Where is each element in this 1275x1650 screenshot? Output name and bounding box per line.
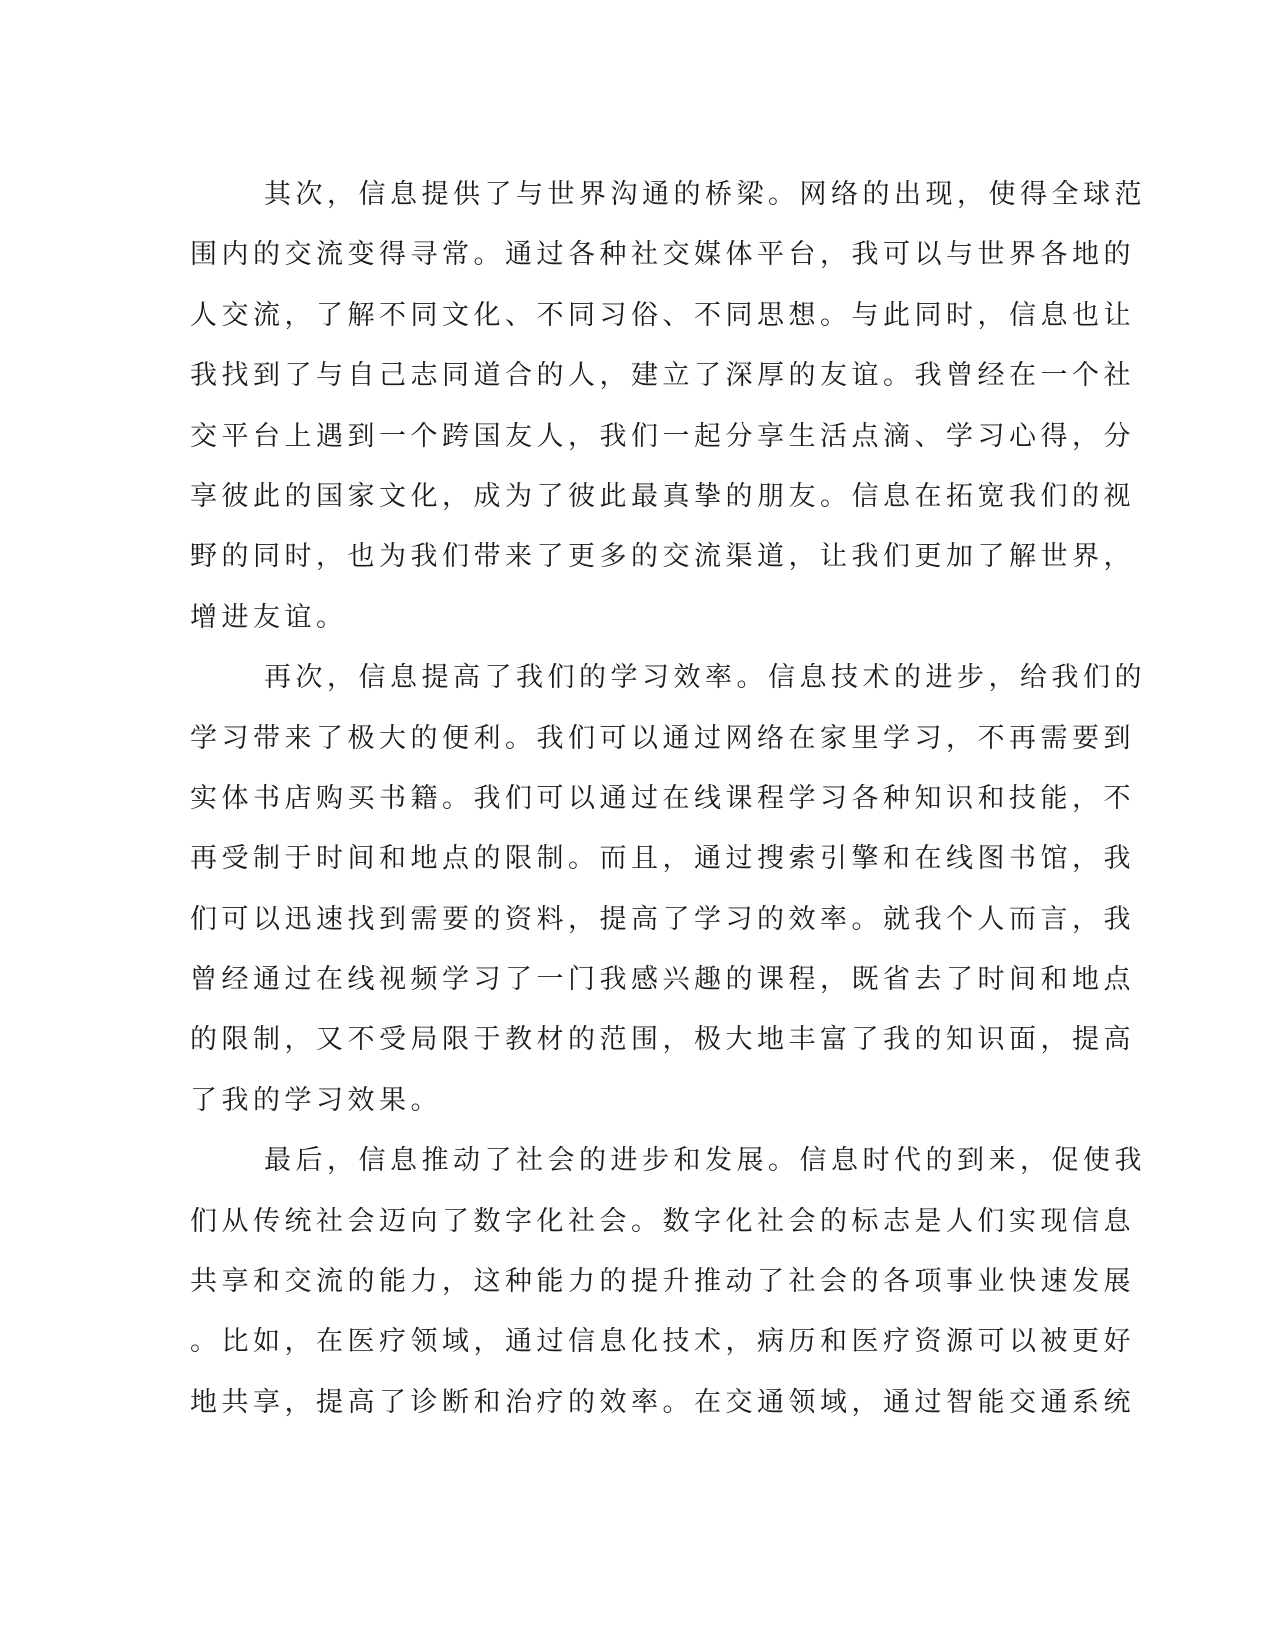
text-line: 们从传统社会迈向了数字化社会。数字化社会的标志是人们实现信息 bbox=[190, 1205, 1135, 1237]
text-line: 围内的交流变得寻常。通过各种社交媒体平台，我可以与世界各地的 bbox=[190, 239, 1135, 271]
text-line: 交平台上遇到一个跨国友人，我们一起分享生活点滴、学习心得，分 bbox=[190, 420, 1135, 452]
text-line: 最后，信息推动了社会的进步和发展。信息时代的到来，促使我 bbox=[264, 1145, 1146, 1177]
text-line: 地共享，提高了诊断和治疗的效率。在交通领域，通过智能交通系统 bbox=[190, 1386, 1135, 1418]
text-line: 们可以迅速找到需要的资料，提高了学习的效率。就我个人而言，我 bbox=[190, 903, 1135, 935]
text-line: 再次，信息提高了我们的学习效率。信息技术的进步，给我们的 bbox=[264, 662, 1146, 694]
text-line: 再受制于时间和地点的限制。而且，通过搜索引擎和在线图书馆，我 bbox=[190, 843, 1135, 875]
text-line: 了我的学习效果。 bbox=[190, 1084, 442, 1116]
text-line: 实体书店购买书籍。我们可以通过在线课程学习各种知识和技能，不 bbox=[190, 782, 1135, 814]
text-line: 共享和交流的能力，这种能力的提升推动了社会的各项事业快速发展 bbox=[190, 1266, 1135, 1298]
text-line: 的限制，又不受局限于教材的范围，极大地丰富了我的知识面，提高 bbox=[190, 1024, 1135, 1056]
text-line: 曾经通过在线视频学习了一门我感兴趣的课程，既省去了时间和地点 bbox=[190, 964, 1135, 996]
body-text bbox=[190, 165, 1146, 1433]
text-line: 我找到了与自己志同道合的人，建立了深厚的友谊。我曾经在一个社 bbox=[190, 360, 1135, 392]
text-line: 其次，信息提供了与世界沟通的桥梁。网络的出现，使得全球范 bbox=[264, 179, 1146, 210]
text-line: 学习带来了极大的便利。我们可以通过网络在家里学习，不再需要到 bbox=[190, 722, 1135, 754]
text-line: 。比如，在医疗领域，通过信息化技术，病历和医疗资源可以被更好 bbox=[190, 1326, 1135, 1358]
text-line: 享彼此的国家文化，成为了彼此最真挚的朋友。信息在拓宽我们的视 bbox=[190, 480, 1135, 512]
text-line: 增进友谊。 bbox=[190, 601, 348, 633]
text-line: 野的同时，也为我们带来了更多的交流渠道，让我们更加了解世界， bbox=[190, 541, 1135, 573]
text-line: 人交流，了解不同文化、不同习俗、不同思想。与此同时，信息也让 bbox=[190, 299, 1135, 331]
